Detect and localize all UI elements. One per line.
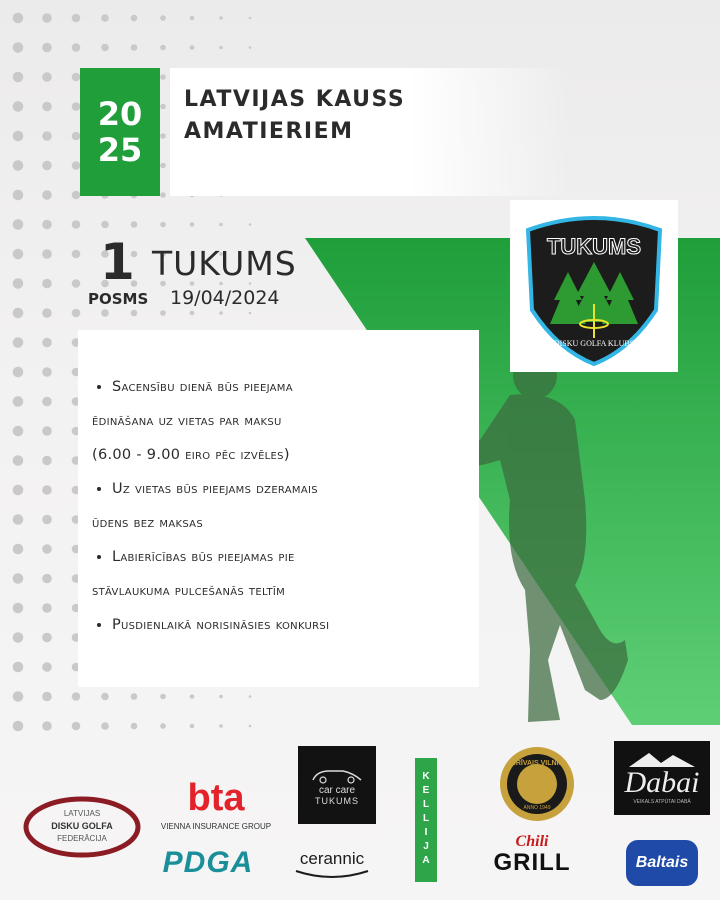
stage-city: TUKUMS	[152, 244, 297, 283]
svg-text:FEDERĀCIJA: FEDERĀCIJA	[57, 834, 107, 843]
stage-date: 19/04/2024	[170, 287, 280, 309]
car-icon	[309, 765, 365, 785]
bta-sub: VIENNA INSURANCE GROUP	[160, 821, 272, 831]
ldgf-logo	[22, 796, 142, 858]
svg-text:ANNO 1949: ANNO 1949	[523, 805, 551, 811]
info-item: • Uz vietas būs pieejams dzeramais ūdens bez maksas	[112, 472, 492, 540]
stage-number: 1	[100, 233, 135, 291]
sponsor-chilli-grill: Chili GRILL	[493, 833, 571, 876]
bta-logo: bta	[187, 776, 245, 819]
brivais-vilnis-logo	[498, 745, 576, 823]
pdga-logo: PDGA	[162, 846, 254, 879]
sponsor-baltais	[626, 840, 698, 886]
info-item: • Pusdienlaikā norisināsies konkursi	[112, 608, 492, 642]
info-item: • Sacensību dienā būs pieejama ēdināšana uz vietas par maksu (6.00 - 9.00 eiro pēc izvēles)	[112, 370, 492, 472]
sponsor-kellija	[415, 758, 437, 882]
ceramic-swoosh	[292, 869, 372, 879]
year-badge	[80, 68, 160, 196]
sponsor-ldgf	[22, 796, 142, 858]
info-item: • Labierīcības būs pieejamas pie stāvlaukuma pulcešanās teltīm	[112, 540, 492, 608]
title-line-2: AMATIERIEM	[184, 119, 354, 144]
club-logo-bottom-text: DISKU GOLFA KLUBS	[553, 339, 635, 348]
mountain-icon	[627, 751, 697, 767]
sponsor-dabai: Dabai VEIKALS ATPŪTAI DABĀ	[614, 741, 710, 815]
club-logo-top-text: TUKUMS	[546, 234, 642, 259]
sponsor-bta	[160, 770, 272, 838]
club-logo-card	[510, 200, 678, 372]
baltais-logo: Baltais	[635, 854, 689, 871]
title-line-1: LATVIJAS KAUSS	[184, 87, 406, 112]
title-panel	[170, 68, 570, 196]
kellija-logo: KELLIJA	[420, 771, 432, 869]
ceramic-logo: cerannic	[299, 849, 365, 868]
svg-text:DISKU GOLFA: DISKU GOLFA	[51, 821, 113, 831]
sponsor-pdga	[150, 844, 266, 882]
tukums-club-logo	[510, 200, 678, 372]
info-list	[78, 370, 492, 642]
svg-text:BRĪVAIS VILNIS: BRĪVAIS VILNIS	[510, 760, 564, 767]
year-top: 20	[97, 95, 143, 133]
event-title	[184, 84, 405, 148]
info-card	[78, 330, 479, 687]
sponsor-carcare: car care TUKUMS	[298, 746, 376, 824]
svg-text:LATVIJAS: LATVIJAS	[63, 809, 101, 818]
sponsor-brivais-vilnis	[498, 745, 576, 823]
sponsor-ceramic	[284, 844, 380, 884]
year-bottom: 25	[97, 131, 143, 169]
stage-label: POSMS	[88, 290, 149, 308]
